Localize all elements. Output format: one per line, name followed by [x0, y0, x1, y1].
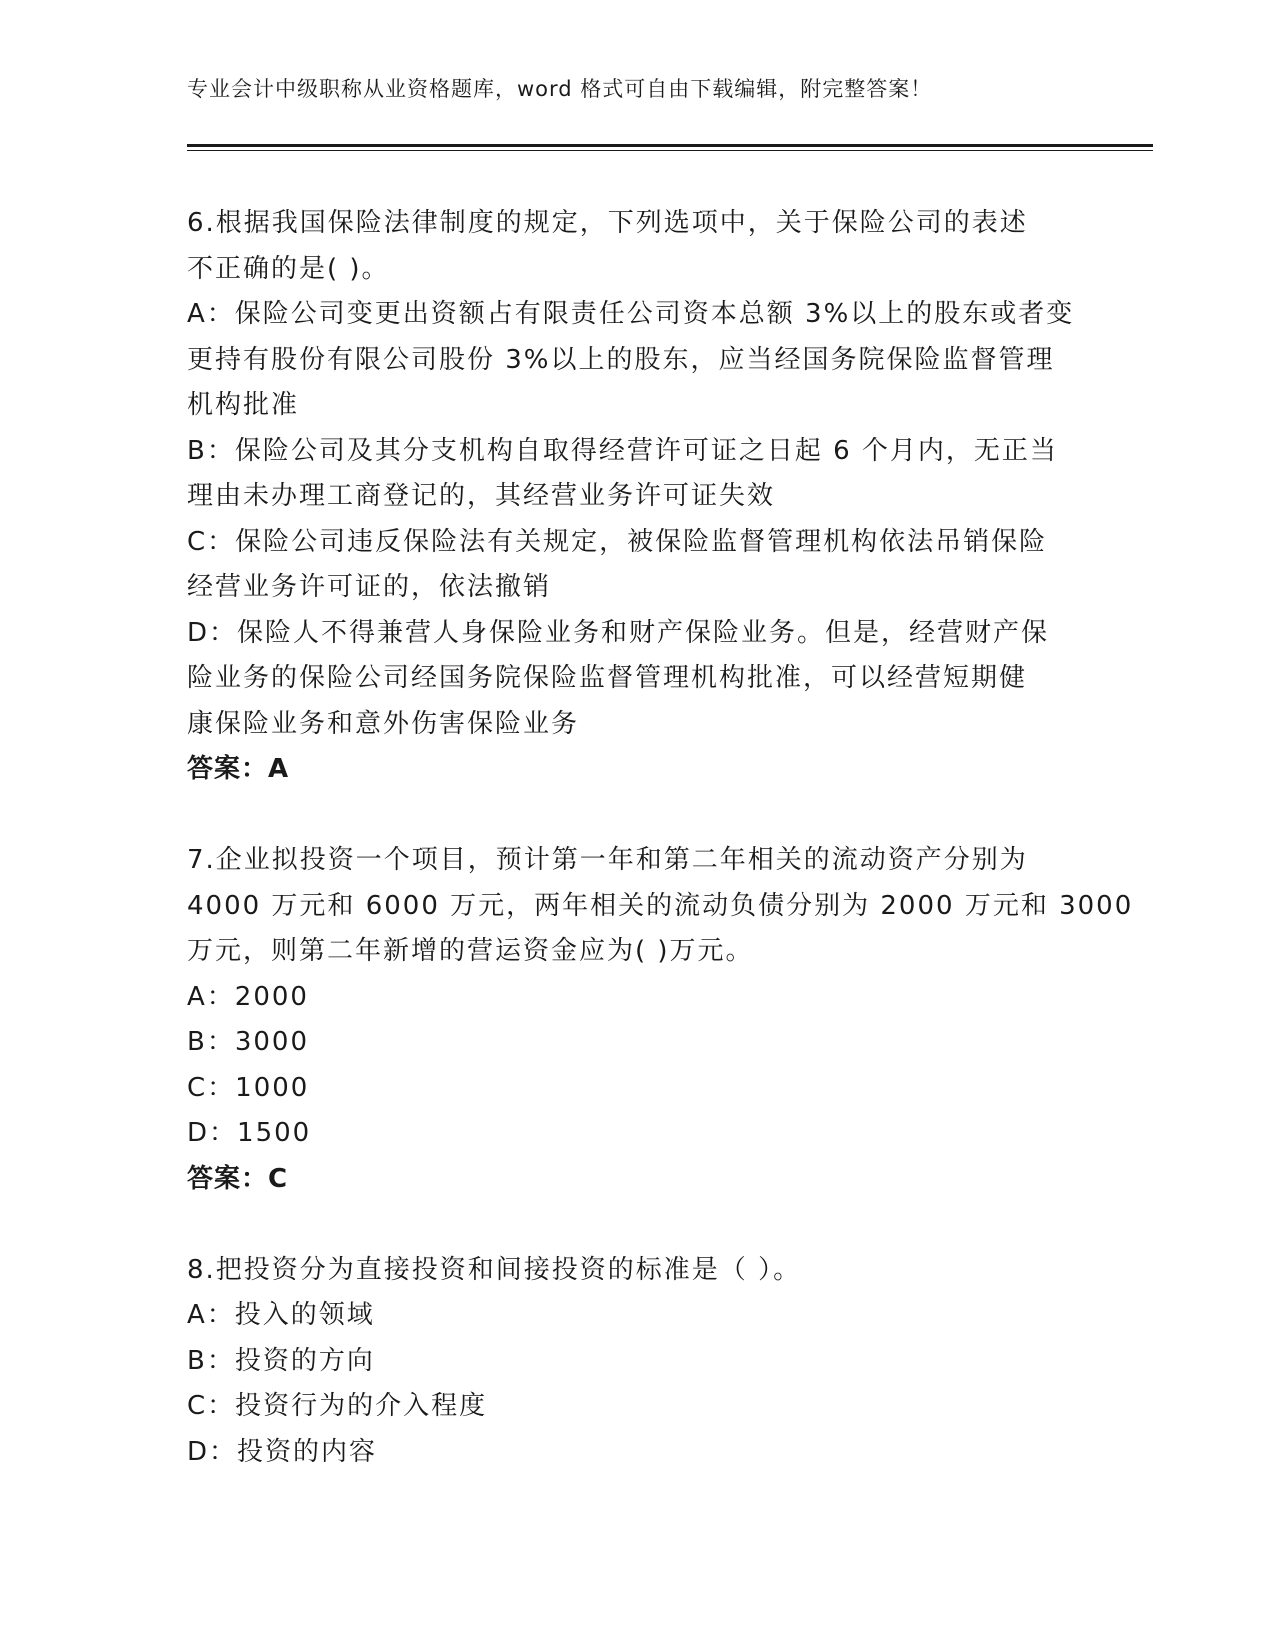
option-b: B：投资的方向	[187, 1345, 375, 1376]
spacer	[187, 1202, 1087, 1248]
option-line: B：保险公司及其分支机构自取得经营许可证之日起 6 个月内，无正当	[187, 435, 1058, 466]
question-6	[187, 201, 1087, 793]
question-stem-line: 4000 万元和 6000 万元，两年相关的流动负债分别为 2000 万元和 3000	[187, 890, 1134, 921]
option-c: C：1000	[187, 1072, 310, 1103]
question-8	[187, 1248, 1087, 1476]
answer-label: 答案：C	[187, 1163, 289, 1194]
question-list	[187, 201, 1134, 1475]
option-d: D：1500	[187, 1118, 312, 1148]
question-stem-line: 6.根据我国保险法律制度的规定，下列选项中，关于保险公司的表述	[187, 208, 1028, 238]
option-a	[187, 292, 1087, 429]
page-header: 专业会计中级职称从业资格题库，word 格式可自由下载编辑，附完整答案！	[187, 77, 933, 101]
option-line: D：保险人不得兼营人身保险业务和财产保险业务。但是，经营财产保	[187, 617, 1050, 648]
option-line: A：保险公司变更出资额占有限责任公司资本总额 3%以上的股东或者变	[187, 299, 1075, 329]
option-c: C：投资行为的介入程度	[187, 1391, 488, 1421]
option-line: 险业务的保险公司经国务院保险监督管理机构批准，可以经营短期健	[187, 663, 1028, 693]
answer-label: 答案：A	[187, 754, 290, 784]
option-line: 理由未办理工商登记的，其经营业务许可证失效	[187, 481, 776, 511]
option-line: 机构批准	[187, 390, 300, 420]
header-rule-thin	[187, 150, 1153, 151]
option-d: D：投资的内容	[187, 1436, 378, 1467]
question-7	[187, 838, 1134, 1202]
question-stem-line: 万元，则第二年新增的营运资金应为( )万元。	[187, 936, 754, 966]
option-b	[187, 429, 1087, 520]
option-c	[187, 520, 1087, 611]
option-line: 更持有股份有限公司股份 3%以上的股东，应当经国务院保险监督管理	[187, 344, 1055, 375]
question-stem-line: 8.把投资分为直接投资和间接投资的标准是（ ）。	[187, 1254, 802, 1285]
spacer	[187, 793, 1087, 839]
question-stem-line: 7.企业拟投资一个项目，预计第一年和第二年相关的流动资产分别为	[187, 845, 1028, 875]
option-a: A：投入的领域	[187, 1300, 375, 1330]
option-b: B：3000	[187, 1027, 310, 1057]
option-line: 康保险业务和意外伤害保险业务	[187, 708, 580, 739]
question-stem-line: 不正确的是( )。	[187, 253, 390, 284]
header-rule-thick	[187, 144, 1153, 147]
option-d	[187, 611, 1087, 748]
option-line: C：保险公司违反保险法有关规定，被保险监督管理机构依法吊销保险	[187, 526, 1048, 557]
option-line: 经营业务许可证的，依法撤销	[187, 572, 552, 602]
option-a: A：2000	[187, 981, 309, 1012]
